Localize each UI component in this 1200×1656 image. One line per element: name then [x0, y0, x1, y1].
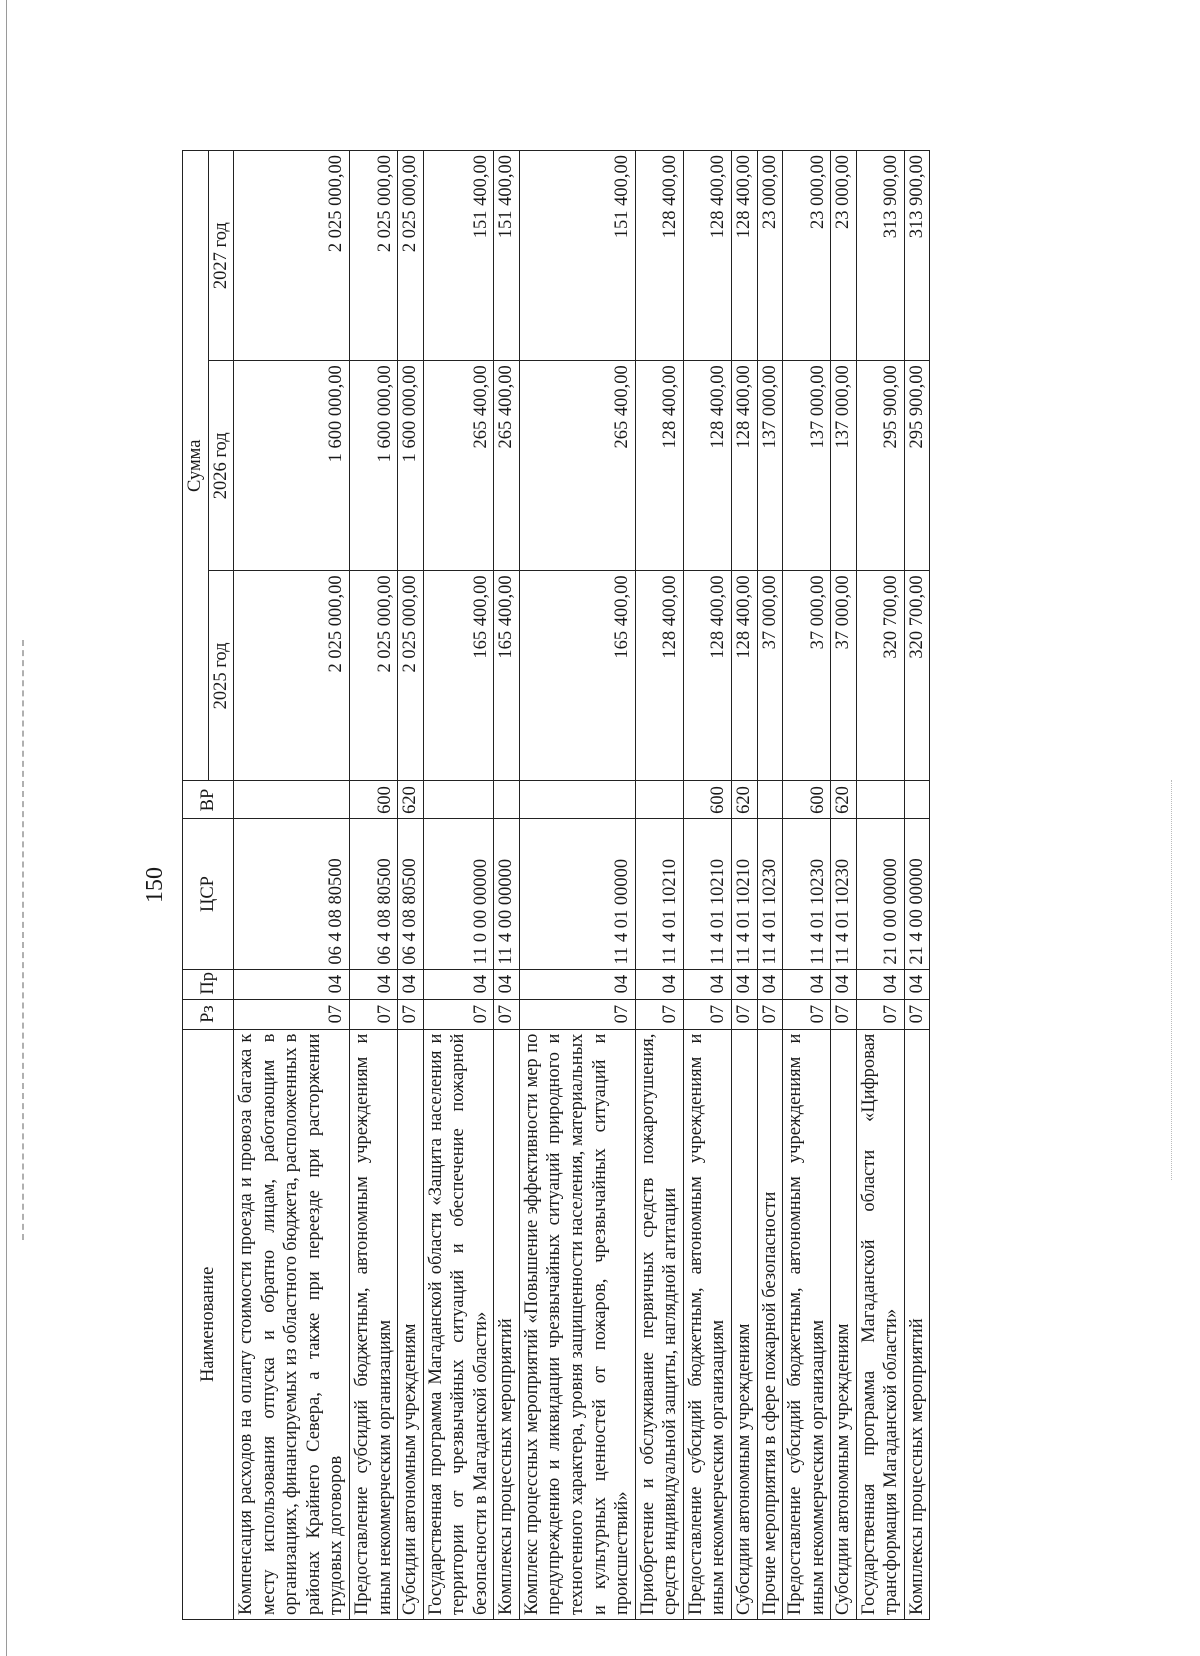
row-rz: 07	[349, 999, 397, 1029]
row-sum-2025: 2 025 000,00	[398, 571, 424, 781]
row-rz: 07	[783, 999, 831, 1029]
row-sum-2025: 320 700,00	[856, 571, 904, 781]
row-csr: 21 0 00 00000	[856, 819, 904, 969]
row-vr: 620	[831, 781, 857, 819]
row-sum-2025: 37 000,00	[757, 571, 783, 781]
row-sum-2025: 2 025 000,00	[234, 571, 350, 781]
table-row	[423, 151, 494, 1620]
row-sum-2026: 128 400,00	[635, 361, 683, 571]
row-pr: 04	[783, 969, 831, 999]
row-sum-2025: 165 400,00	[519, 571, 635, 781]
row-csr: 11 4 01 10210	[635, 819, 683, 969]
row-vr	[757, 781, 783, 819]
table-row	[349, 151, 397, 1620]
row-vr: 600	[349, 781, 397, 819]
row-csr: 11 4 01 10210	[731, 819, 757, 969]
row-csr: 06 4 08 80500	[349, 819, 397, 969]
header-pr: Пр	[183, 969, 234, 999]
row-name: Компенсация расходов на оплату стоимости проезда и провоза багажа к месту использования отпуска и обратно лицам, работающим в организациях, финансируемых из областного бюджета, расположенных в районах Крайнего Севера, а также при переезде при расторжении трудовых договоров	[234, 1029, 350, 1619]
row-pr: 04	[635, 969, 683, 999]
row-csr: 21 4 00 00000	[904, 819, 930, 969]
table-row	[683, 151, 731, 1620]
row-sum-2026: 265 400,00	[494, 361, 520, 571]
row-sum-2027: 151 400,00	[519, 151, 635, 361]
row-vr	[635, 781, 683, 819]
row-csr: 06 4 08 80500	[234, 819, 350, 969]
row-rz: 07	[683, 999, 731, 1029]
row-csr: 11 4 01 10230	[757, 819, 783, 969]
row-pr: 04	[349, 969, 397, 999]
row-vr	[423, 781, 494, 819]
row-vr	[519, 781, 635, 819]
row-pr: 04	[398, 969, 424, 999]
row-name: Субсидии автономным учреждениям	[731, 1029, 757, 1619]
row-sum-2026: 137 000,00	[783, 361, 831, 571]
row-rz: 07	[856, 999, 904, 1029]
row-sum-2027: 2 025 000,00	[349, 151, 397, 361]
table-row	[635, 151, 683, 1620]
row-rz: 07	[757, 999, 783, 1029]
row-sum-2025: 37 000,00	[783, 571, 831, 781]
row-sum-2025: 128 400,00	[683, 571, 731, 781]
row-sum-2027: 151 400,00	[494, 151, 520, 361]
header-csr: ЦСР	[183, 819, 234, 969]
row-sum-2027: 23 000,00	[757, 151, 783, 361]
row-csr: 11 4 01 00000	[519, 819, 635, 969]
row-sum-2027: 151 400,00	[423, 151, 494, 361]
row-vr	[234, 781, 350, 819]
row-name: Предоставление субсидий бюджетным, автономным учреждениям и иным некоммерческим организациям	[349, 1029, 397, 1619]
row-sum-2027: 313 900,00	[904, 151, 930, 361]
row-sum-2026: 137 000,00	[757, 361, 783, 571]
row-rz: 07	[635, 999, 683, 1029]
header-name: Наименование	[183, 1029, 234, 1619]
row-sum-2027: 128 400,00	[635, 151, 683, 361]
row-rz: 07	[234, 999, 350, 1029]
row-sum-2026: 265 400,00	[519, 361, 635, 571]
scan-dotted-mark	[1171, 780, 1172, 1180]
row-csr: 11 4 01 10230	[831, 819, 857, 969]
row-vr: 600	[683, 781, 731, 819]
row-vr	[856, 781, 904, 819]
rotated-document-page	[140, 60, 1100, 1620]
row-pr: 04	[757, 969, 783, 999]
row-name: Предоставление субсидий бюджетным, автономным учреждениям и иным некоммерческим организациям	[683, 1029, 731, 1619]
row-sum-2025: 2 025 000,00	[349, 571, 397, 781]
table-row	[904, 151, 930, 1620]
row-sum-2027: 128 400,00	[683, 151, 731, 361]
row-pr: 04	[731, 969, 757, 999]
row-pr: 04	[904, 969, 930, 999]
scan-edge-line	[6, 0, 7, 1656]
row-vr: 600	[783, 781, 831, 819]
row-name: Комплекс процессных мероприятий «Повышение эффективности мер по предупреждению и ликвидации чрезвычайных ситуаций природного и техногенного характера, уровня защищенности населения, материальных и культурных ценностей от пожаров, чрезвычайных ситуаций и происшествий»	[519, 1029, 635, 1619]
row-sum-2026: 1 600 000,00	[234, 361, 350, 571]
table-row	[757, 151, 783, 1620]
row-rz: 07	[398, 999, 424, 1029]
row-sum-2027: 2 025 000,00	[234, 151, 350, 361]
row-vr	[494, 781, 520, 819]
scan-dashed-mark	[22, 640, 24, 1240]
row-csr: 11 4 01 10210	[683, 819, 731, 969]
table-row	[234, 151, 350, 1620]
row-name: Приобретение и обслуживание первичных средств пожаротушения, средств индивидуальной защиты, наглядной агитации	[635, 1029, 683, 1619]
row-pr: 04	[234, 969, 350, 999]
table-row	[856, 151, 904, 1620]
row-rz: 07	[831, 999, 857, 1029]
row-sum-2026: 295 900,00	[856, 361, 904, 571]
row-sum-2026: 265 400,00	[423, 361, 494, 571]
row-pr: 04	[423, 969, 494, 999]
table-row	[398, 151, 424, 1620]
row-csr: 11 4 00 00000	[494, 819, 520, 969]
row-sum-2025: 165 400,00	[423, 571, 494, 781]
row-rz: 07	[731, 999, 757, 1029]
row-sum-2025: 37 000,00	[831, 571, 857, 781]
row-name: Прочие мероприятия в сфере пожарной безопасности	[757, 1029, 783, 1619]
header-vr: ВР	[183, 781, 234, 819]
row-sum-2026: 1 600 000,00	[349, 361, 397, 571]
table-row	[519, 151, 635, 1620]
header-2027: 2027 год	[208, 151, 234, 361]
row-sum-2025: 128 400,00	[635, 571, 683, 781]
row-vr	[904, 781, 930, 819]
row-sum-2027: 313 900,00	[856, 151, 904, 361]
table-row	[783, 151, 831, 1620]
row-name: Комплексы процессных мероприятий	[494, 1029, 520, 1619]
row-name: Субсидии автономным учреждениям	[831, 1029, 857, 1619]
row-pr: 04	[494, 969, 520, 999]
row-name: Комплексы процессных мероприятий	[904, 1029, 930, 1619]
row-sum-2026: 128 400,00	[683, 361, 731, 571]
row-name: Государственная программа Магаданской области «Защита населения и территории от чрезвычайных ситуаций и обеспечение пожарной безопасности в Магаданской области»	[423, 1029, 494, 1619]
row-pr: 04	[831, 969, 857, 999]
header-rz: Рз	[183, 999, 234, 1029]
row-csr: 11 0 00 00000	[423, 819, 494, 969]
row-sum-2026: 137 000,00	[831, 361, 857, 571]
row-sum-2027: 2 025 000,00	[398, 151, 424, 361]
row-name: Субсидии автономным учреждениям	[398, 1029, 424, 1619]
table-row	[494, 151, 520, 1620]
row-rz: 07	[494, 999, 520, 1029]
row-pr: 04	[683, 969, 731, 999]
row-vr: 620	[398, 781, 424, 819]
row-sum-2025: 320 700,00	[904, 571, 930, 781]
row-name: Государственная программа Магаданской области «Цифровая трансформация Магаданской области»	[856, 1029, 904, 1619]
row-csr: 11 4 01 10230	[783, 819, 831, 969]
row-vr: 620	[731, 781, 757, 819]
row-sum-2026: 128 400,00	[731, 361, 757, 571]
row-rz: 07	[904, 999, 930, 1029]
row-sum-2025: 165 400,00	[494, 571, 520, 781]
row-rz: 07	[423, 999, 494, 1029]
row-rz: 07	[519, 999, 635, 1029]
header-sum: Сумма	[183, 151, 209, 781]
table-row	[831, 151, 857, 1620]
row-csr: 06 4 08 80500	[398, 819, 424, 969]
row-sum-2027: 23 000,00	[783, 151, 831, 361]
row-pr: 04	[856, 969, 904, 999]
header-2026: 2026 год	[208, 361, 234, 571]
header-2025: 2025 год	[208, 571, 234, 781]
row-sum-2025: 128 400,00	[731, 571, 757, 781]
row-pr: 04	[519, 969, 635, 999]
row-sum-2026: 295 900,00	[904, 361, 930, 571]
page-number: 150	[142, 867, 168, 903]
row-sum-2027: 128 400,00	[731, 151, 757, 361]
row-sum-2027: 23 000,00	[831, 151, 857, 361]
table-header	[183, 151, 234, 1620]
row-sum-2026: 1 600 000,00	[398, 361, 424, 571]
table-row	[731, 151, 757, 1620]
budget-table	[182, 150, 930, 1620]
row-name: Предоставление субсидий бюджетным, автономным учреждениям и иным некоммерческим организациям	[783, 1029, 831, 1619]
